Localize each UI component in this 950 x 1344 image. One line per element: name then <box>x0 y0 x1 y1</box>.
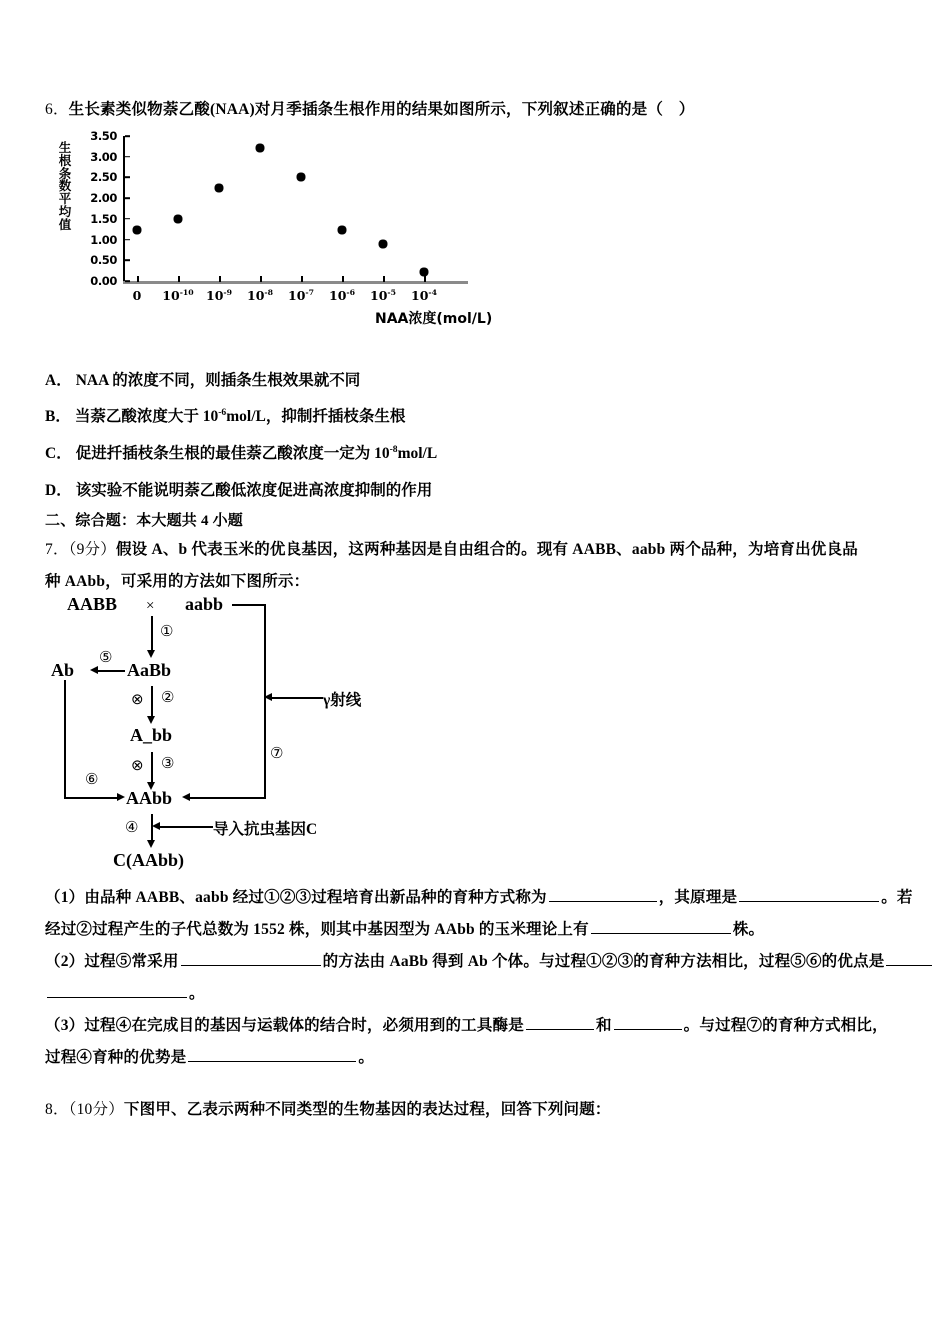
y-tick-label: 3.50 <box>90 129 117 143</box>
option-d[interactable] <box>45 478 432 500</box>
diagram-selfcross-symbol-2: ⊗ <box>131 758 144 774</box>
question-7-line-1 <box>45 538 858 561</box>
sub-1-blank-1[interactable] <box>549 886 657 902</box>
diagram-arrow-gene-insert <box>152 822 160 830</box>
x-tick-exponent: -5 <box>387 287 397 297</box>
sub-2-part-1: 过程⑤常采用 <box>84 953 179 970</box>
option-c-text-before: 促进扦插枝条生根的最佳萘乙酸浓度一定为 10 <box>75 445 390 462</box>
sub-3-part-5: 。 <box>358 1049 375 1066</box>
sub-1-blank-3[interactable] <box>591 918 731 934</box>
sub-3-blank-3[interactable] <box>188 1046 356 1062</box>
option-d-label: D． <box>45 482 72 499</box>
option-d-text: 该实验不能说明萘乙酸低浓度促进高浓度抑制的作用 <box>75 482 433 499</box>
question-7-sub-3-line-2 <box>45 1046 374 1069</box>
diagram-arrow-rail-to-aabb <box>182 793 190 801</box>
diagram-node-aabb-parent2: aabb <box>185 594 224 614</box>
x-tick-label: $10^{-7}$ <box>287 287 315 303</box>
diagram-node-ab-haploid: Ab <box>51 660 75 680</box>
y-tick-label: 1.50 <box>90 211 117 226</box>
question-7-line-2: 种 AAbb，可采用的方法如下图所示： <box>45 573 310 590</box>
x-tick-label: 0 <box>132 288 142 303</box>
diagram-line-step-3 <box>151 752 153 786</box>
option-b-text-before: 当萘乙酸浓度大于 10 <box>74 408 219 425</box>
diagram-label-gamma-ray: γ射线 <box>323 692 362 709</box>
option-c[interactable] <box>45 441 437 463</box>
y-tick-mark <box>125 218 130 220</box>
y-axis-title-char: 生 <box>58 140 72 155</box>
breeding-flow-diagram <box>45 592 405 877</box>
data-point <box>133 226 142 235</box>
y-axis-title-char: 均 <box>58 203 72 219</box>
diagram-step-4: ④ <box>125 820 139 836</box>
option-b-text-after: mol/L，抑制扦插枝条生根 <box>226 408 406 425</box>
y-tick-mark <box>125 177 130 179</box>
sub-3-part-4: 过程④育种的优势是 <box>45 1049 187 1066</box>
sub-1-label: （1） <box>45 889 85 906</box>
x-tick-exponent: -6 <box>346 287 356 297</box>
question-8-stem <box>45 1098 611 1121</box>
sub-1-part-1: 由品种 AABB、aabb 经过①②③过程培育出新品种的育种方式称为 <box>84 889 547 906</box>
y-tick-label: 1.00 <box>90 232 117 247</box>
x-tick-mark <box>301 276 303 282</box>
diagram-line-step-6-vertical <box>64 680 66 798</box>
sub-3-label: （3） <box>45 1017 85 1034</box>
data-point <box>174 214 183 223</box>
diagram-node-aabb-f1: AaBb <box>127 660 172 680</box>
diagram-line-step-2 <box>151 686 153 720</box>
y-tick-mark <box>125 239 130 241</box>
x-tick-exponent: -10 <box>179 287 194 297</box>
data-point <box>420 267 429 276</box>
x-tick-mark <box>260 276 262 282</box>
x-tick-label: $10^{-9}$ <box>205 287 233 303</box>
data-point <box>256 144 265 153</box>
diagram-line-rail-to-aabb <box>190 797 266 799</box>
x-tick-mark <box>137 276 139 282</box>
option-b-label: B． <box>45 408 71 425</box>
x-tick-label: $10^{-6}$ <box>328 287 356 303</box>
question-7-sub-2-line-1 <box>45 950 934 973</box>
question-7-sub-2-line-2 <box>45 982 205 1005</box>
question-6-number: 6． <box>45 101 69 118</box>
diagram-cross-symbol: × <box>146 598 155 614</box>
diagram-arrow-step-2 <box>147 716 155 724</box>
question-6-stem <box>45 98 694 121</box>
chart-x-axis-line <box>123 281 468 284</box>
naa-rooting-chart <box>55 128 555 333</box>
question-8-number: 8． <box>45 1101 69 1118</box>
diagram-line-step-5 <box>97 670 125 672</box>
diagram-selfcross-symbol-1: ⊗ <box>131 692 144 708</box>
sub-3-part-2: 和 <box>595 1017 612 1034</box>
option-a-label: A． <box>45 372 72 389</box>
x-tick-exponent: -7 <box>305 287 315 297</box>
sub-2-blank-2a[interactable] <box>886 950 932 966</box>
data-point <box>215 183 224 192</box>
diagram-line-gene-insert <box>158 826 213 828</box>
option-c-superscript: -8 <box>389 443 398 455</box>
x-tick-label: $10^{-4}$ <box>410 287 438 303</box>
sub-2-blank-2b[interactable] <box>47 982 187 998</box>
sub-2-label: （2） <box>45 953 85 970</box>
y-axis-title-char: 平 <box>58 191 72 206</box>
y-axis-title-char: 根 <box>58 152 72 168</box>
diagram-label-insert-gene-c: 导入抗虫基因C <box>213 821 318 838</box>
chart-plot-area <box>75 129 495 303</box>
diagram-step-5: ⑤ <box>99 650 113 666</box>
data-point <box>297 173 306 182</box>
data-point <box>338 226 347 235</box>
sub-1-blank-2[interactable] <box>739 886 879 902</box>
option-b[interactable] <box>45 404 405 426</box>
x-tick-mark <box>424 276 426 282</box>
chart-y-tick-labels <box>75 129 121 288</box>
diagram-node-c-aabb: C(AAbb) <box>113 850 185 870</box>
y-axis-title-char: 值 <box>58 216 72 232</box>
y-tick-mark <box>125 135 130 137</box>
section-2-heading: 二、综合题：本大题共 4 小题 <box>45 513 244 529</box>
y-axis-title-char: 数 <box>58 178 72 194</box>
x-tick-mark <box>383 276 385 282</box>
diagram-node-aabb-target: AAbb <box>126 788 173 808</box>
sub-1-part-5: 株。 <box>732 921 765 938</box>
diagram-line-step-6-horizontal <box>64 797 118 799</box>
question-8-text: 下图甲、乙表示两种不同类型的生物基因的表达过程，回答下列问题： <box>123 1101 611 1118</box>
x-tick-label: $10^{-10}$ <box>162 287 194 303</box>
sub-3-blank-1[interactable] <box>526 1014 594 1030</box>
option-a-text: NAA 的浓度不同，则插条生根效果就不同 <box>75 372 361 389</box>
chart-y-axis-title <box>57 142 73 231</box>
question-7-sub-1-line-2 <box>45 918 764 941</box>
option-b-superscript: -6 <box>218 406 227 418</box>
question-7-sub-3-line-1 <box>45 1014 888 1037</box>
question-7-number: 7． <box>45 541 69 558</box>
chart-x-axis-title: NAA浓度(mol/L) <box>375 311 493 327</box>
y-tick-mark <box>125 156 130 158</box>
question-8-score: （10分） <box>68 1101 124 1118</box>
diagram-arrow-step-1 <box>147 650 155 658</box>
y-tick-label: 3.00 <box>90 149 117 164</box>
sub-1-part-3: 。若 <box>881 889 913 906</box>
sub-2-part-2: 的方法由 AaBb 得到 Ab 个体。与过程①②③的育种方法相比，过程⑤⑥的优点是 <box>322 953 885 970</box>
data-point <box>379 239 388 248</box>
diagram-line-step-1 <box>151 616 153 654</box>
x-tick-exponent: -8 <box>264 287 274 297</box>
diagram-node-a-bb: A_bb <box>130 725 173 745</box>
y-axis-title-char: 条 <box>58 165 72 181</box>
question-7-text-1: 假设 A、b 代表玉米的优良基因，这两种基因是自由组合的。现有 AABB、aabb 两个品种，为培育出优良品 <box>115 541 858 558</box>
question-6-text: 生长素类似物萘乙酸(NAA)对月季插条生根作用的结果如图所示，下列叙述正确的是（ ） <box>68 101 695 118</box>
option-c-label: C． <box>45 445 72 462</box>
x-tick-mark <box>219 276 221 282</box>
sub-3-part-1: 过程④在完成目的基因与运载体的结合时，必须用到的工具酶是 <box>84 1017 524 1034</box>
diagram-step-2: ② <box>161 690 175 706</box>
y-tick-label: 2.50 <box>90 170 117 185</box>
y-tick-label: 2.00 <box>90 191 117 206</box>
x-tick-mark <box>178 276 180 282</box>
diagram-step-6: ⑥ <box>85 772 99 788</box>
x-tick-exponent: -4 <box>428 287 438 297</box>
sub-3-part-3: 。与过程⑦的育种方式相比， <box>683 1017 888 1034</box>
question-7-sub-1-line-1 <box>45 886 913 909</box>
y-tick-label: 0.50 <box>90 253 117 268</box>
diagram-node-aabb-parent: AABB <box>67 594 118 614</box>
x-tick-mark <box>342 276 344 282</box>
sub-3-blank-2[interactable] <box>614 1014 682 1030</box>
sub-1-part-2: ，其原理是 <box>658 889 738 906</box>
diagram-line-aabb-to-rail <box>232 604 266 606</box>
option-c-text-after: mol/L <box>397 445 438 462</box>
sub-2-part-3: 。 <box>189 985 205 1002</box>
diagram-rail-process-7 <box>264 604 266 799</box>
diagram-arrow-step-5 <box>90 666 98 674</box>
y-tick-mark <box>125 280 130 282</box>
diagram-arrow-step-4 <box>147 840 155 848</box>
diagram-step-1: ① <box>160 624 174 640</box>
diagram-line-gamma <box>271 697 323 699</box>
y-tick-mark <box>125 259 130 261</box>
x-tick-exponent: -9 <box>223 287 233 297</box>
diagram-step-7: ⑦ <box>270 746 284 762</box>
y-tick-label: 0.00 <box>90 274 117 288</box>
diagram-arrow-step-6 <box>117 793 125 801</box>
x-tick-label: $10^{-5}$ <box>369 287 397 303</box>
diagram-step-3: ③ <box>161 756 175 772</box>
sub-2-blank-1[interactable] <box>181 950 321 966</box>
sub-1-part-4: 经过②过程产生的子代总数为 1552 株，则其中基因型为 AAbb 的玉米理论上有 <box>45 921 589 938</box>
diagram-arrow-gamma <box>264 693 272 701</box>
question-7-score: （9分） <box>68 541 116 558</box>
y-tick-mark <box>125 197 130 199</box>
option-a[interactable] <box>45 368 360 390</box>
x-tick-label: $10^{-8}$ <box>246 287 274 303</box>
